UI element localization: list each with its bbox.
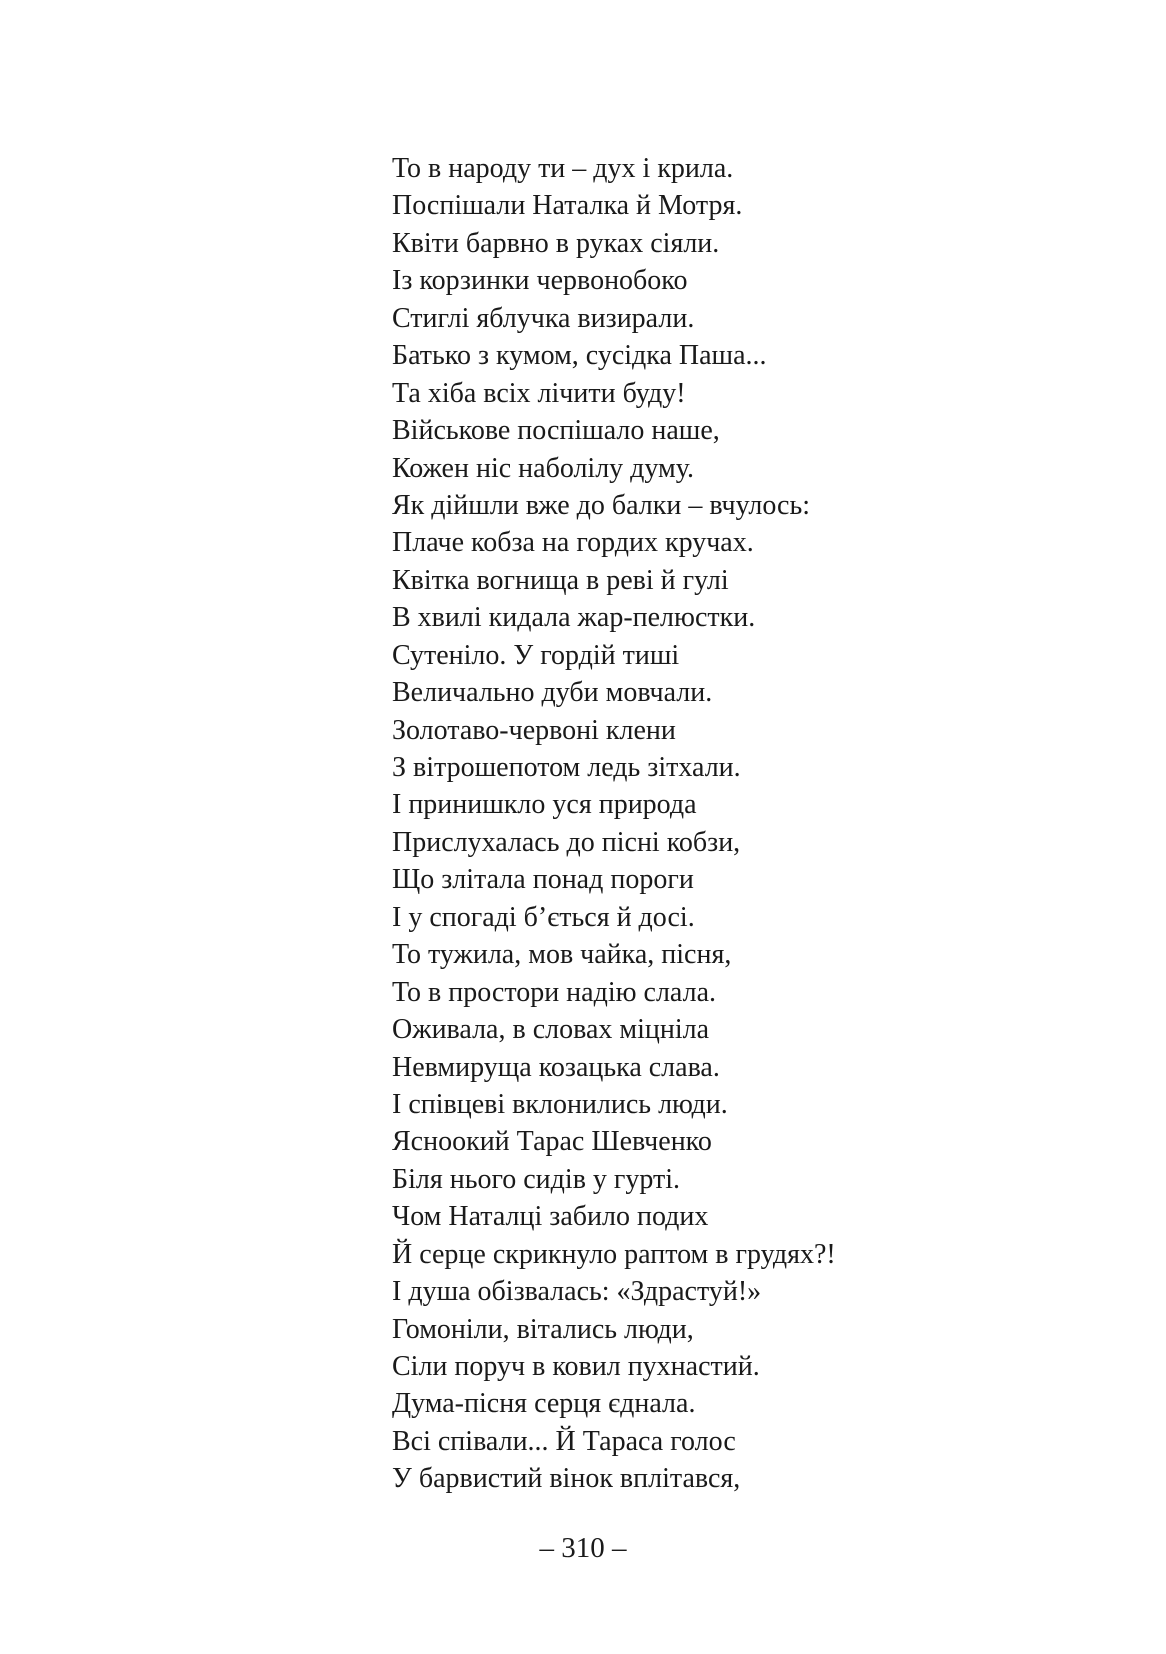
- poem-line: І співцеві вклонились люди.: [392, 1088, 728, 1120]
- poem-line: Й серце скрикнуло раптом в грудях?!: [392, 1238, 836, 1270]
- poem-line: В хвилі кидала жар-пелюстки.: [392, 602, 756, 634]
- poem-line: Невмируща козацька слава.: [392, 1051, 720, 1083]
- poem-line: Кожен ніс наболілу думу.: [392, 452, 694, 484]
- poem-line: Величально дуби мовчали.: [392, 677, 713, 709]
- poem-line: Військове поспішало наше,: [392, 415, 720, 447]
- poem-line: Сіли поруч в ковил пухнастий.: [392, 1351, 760, 1382]
- poem-line: Ясноокий Тарас Шевченко: [392, 1126, 712, 1158]
- poem-line: Як дійшли вже до балки – вчулось:: [392, 489, 811, 521]
- poem-line: Чом Наталці забило подих: [392, 1201, 709, 1233]
- poem-line: Поспішали Наталка й Мотря.: [392, 190, 743, 222]
- poem-line: З вітрошепотом ледь зітхали.: [392, 752, 741, 783]
- poem-line: То в народу ти – дух і крила.: [392, 153, 734, 184]
- poem-line: Квіти барвно в руках сіяли.: [392, 227, 720, 259]
- poem-line: Батько з кумом, сусідка Паша...: [392, 340, 767, 372]
- poem-line: Всі співали... Й Тараса голос: [392, 1425, 736, 1457]
- poem-line: Стиглі яблучка визирали.: [392, 302, 695, 334]
- poem-line: Дума-пісня серця єднала.: [392, 1388, 696, 1420]
- poem-text: [392, 150, 1092, 1498]
- poem-line: Прислухалась до пісні кобзи,: [392, 826, 741, 858]
- poem-line: То тужила, мов чайка, пісня,: [392, 939, 732, 971]
- poem-line: Оживала, в словах міцніла: [392, 1014, 710, 1046]
- poem-line: Сутеніло. У гордій тиші: [392, 639, 680, 671]
- poem-line: Плаче кобза на гордих кручах.: [392, 527, 754, 559]
- poem-line: То в простори надію слала.: [392, 976, 717, 1008]
- poem-line: Із корзинки червонобоко: [392, 265, 688, 297]
- poem-line: Гомоніли, вітались люди,: [392, 1313, 694, 1345]
- poem-line: Та хіба всіх лічити буду!: [392, 377, 686, 409]
- poem-line: Золотаво-червоні клени: [392, 714, 676, 746]
- poem-line: Біля нього сидів у гурті.: [392, 1163, 681, 1195]
- poem-line: І душа обізвалась: «Здрастуй!»: [392, 1276, 762, 1308]
- poem-line: Квітка вогнища в реві й гулі: [392, 564, 729, 596]
- poem-line: Що злітала понад пороги: [392, 864, 694, 896]
- poem-line: У барвистий вінок вплітався,: [392, 1463, 741, 1495]
- page-number: – 310 –: [539, 1532, 627, 1564]
- poem-line: І у спогаді б’ється й досі.: [392, 901, 695, 933]
- poem-line: І принишкло уся природа: [392, 789, 697, 821]
